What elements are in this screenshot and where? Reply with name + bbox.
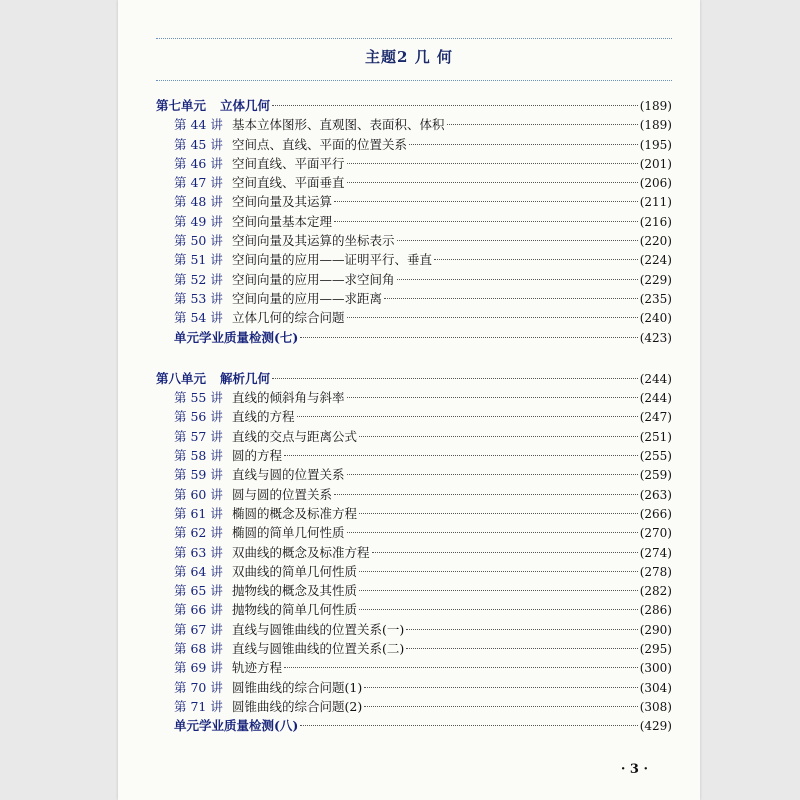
lecture-page: (278)	[639, 564, 672, 579]
unit-label: 第七单元	[156, 98, 207, 113]
leader-dots	[409, 144, 638, 145]
lecture-number: 第 66 讲	[174, 602, 223, 618]
lecture-page: (235)	[639, 291, 672, 306]
lecture-page: (216)	[639, 214, 672, 229]
leader-dots	[406, 629, 637, 630]
toc-lecture-entry[interactable]	[156, 639, 672, 658]
leader-dots	[359, 609, 638, 610]
lecture-title: 直线与圆锥曲线的位置关系(二)	[232, 641, 405, 657]
toc-lecture-entry[interactable]	[156, 600, 672, 619]
toc-lecture-entry[interactable]	[156, 620, 672, 639]
unit-page: (189)	[639, 99, 672, 113]
lecture-page: (286)	[639, 603, 672, 618]
toc-lecture-entry[interactable]	[156, 135, 672, 154]
lecture-page: (189)	[639, 118, 672, 133]
lecture-page: (251)	[639, 429, 672, 444]
toc-lecture-entry[interactable]	[156, 427, 672, 446]
toc-lecture-entry[interactable]	[156, 212, 672, 231]
toc-lecture-entry[interactable]	[156, 270, 672, 289]
unit-page: (244)	[639, 371, 672, 386]
lecture-number: 第 56 讲	[174, 409, 223, 425]
lecture-number: 第 59 讲	[174, 467, 223, 483]
leader-dots	[434, 259, 638, 260]
lecture-title: 椭圆的简单几何性质	[232, 525, 345, 541]
toc-lecture-entry[interactable]	[156, 407, 672, 426]
leader-dots	[397, 279, 638, 280]
lecture-number: 第 49 讲	[174, 213, 223, 229]
lecture-number: 第 62 讲	[174, 525, 223, 541]
lecture-title: 空间向量的应用——求距离	[232, 290, 383, 306]
lecture-number: 第 58 讲	[174, 448, 223, 464]
lecture-number: 第 50 讲	[174, 233, 223, 249]
leader-dots	[334, 221, 638, 222]
leader-dots	[300, 337, 637, 338]
lecture-title: 抛物线的概念及其性质	[232, 583, 358, 599]
lecture-number: 第 53 讲	[174, 290, 223, 306]
lecture-page: (304)	[639, 680, 672, 695]
leader-dots	[284, 455, 638, 456]
lecture-title: 空间点、直线、平面的位置关系	[232, 136, 408, 152]
lecture-page: (240)	[639, 311, 672, 326]
toc-lecture-entry[interactable]	[156, 289, 672, 308]
toc-lecture-entry[interactable]	[156, 115, 672, 134]
lecture-page: (201)	[639, 156, 672, 171]
leader-dots	[406, 648, 637, 649]
toc-lecture-entry[interactable]	[156, 250, 672, 269]
lecture-title: 圆与圆的位置关系	[232, 486, 333, 502]
toc-unit-check[interactable]	[156, 716, 672, 735]
lecture-page: (266)	[639, 506, 672, 521]
check-title: 单元学业质量检测(七)	[174, 329, 299, 345]
lecture-title: 直线与圆锥曲线的位置关系(一)	[232, 621, 405, 637]
lecture-number: 第 47 讲	[174, 175, 223, 191]
toc-lecture-entry[interactable]	[156, 231, 672, 250]
lecture-page: (229)	[639, 272, 672, 287]
leader-dots	[300, 725, 637, 726]
lecture-title: 直线与圆的位置关系	[232, 467, 345, 483]
lecture-title: 空间向量基本定理	[232, 213, 333, 229]
lecture-page: (224)	[639, 253, 672, 268]
lecture-number: 第 65 讲	[174, 583, 223, 599]
leader-dots	[359, 590, 638, 591]
lecture-page: (270)	[639, 526, 672, 541]
lecture-title: 空间直线、平面平行	[232, 155, 345, 171]
lecture-title: 空间直线、平面垂直	[232, 175, 345, 191]
check-page: (429)	[639, 719, 672, 734]
leader-dots	[372, 552, 638, 553]
lecture-page: (274)	[639, 545, 672, 560]
toc-lecture-entry[interactable]	[156, 154, 672, 173]
lecture-number: 第 68 讲	[174, 641, 223, 657]
toc-lecture-entry[interactable]	[156, 485, 672, 504]
leader-dots	[364, 706, 638, 707]
lecture-page: (290)	[639, 622, 672, 637]
lecture-title: 空间向量及其运算	[232, 194, 333, 210]
lecture-page: (295)	[639, 642, 672, 657]
unit-name: 解析几何	[220, 370, 271, 386]
lecture-number: 第 61 讲	[174, 505, 223, 521]
top-dotted-rule	[156, 38, 672, 39]
leader-dots	[272, 378, 638, 379]
lecture-number: 第 63 讲	[174, 544, 223, 560]
lecture-number: 第 46 讲	[174, 155, 223, 171]
lecture-number: 第 64 讲	[174, 563, 223, 579]
leader-dots	[297, 416, 638, 417]
book-page	[118, 0, 700, 800]
lecture-page: (220)	[639, 234, 672, 249]
lecture-page: (282)	[639, 584, 672, 599]
leader-dots	[334, 494, 638, 495]
lecture-title: 椭圆的概念及标准方程	[232, 505, 358, 521]
toc-lecture-entry[interactable]	[156, 562, 672, 581]
check-page: (423)	[639, 330, 672, 345]
toc-unit-heading[interactable]	[156, 96, 672, 115]
lecture-title: 双曲线的简单几何性质	[232, 563, 358, 579]
lecture-number: 第 44 讲	[174, 117, 223, 133]
toc-lecture-entry[interactable]	[156, 446, 672, 465]
leader-dots	[284, 667, 638, 668]
leader-dots	[272, 105, 638, 106]
leader-dots	[347, 182, 638, 183]
toc-lecture-entry[interactable]	[156, 388, 672, 407]
leader-dots	[347, 163, 638, 164]
lecture-page: (255)	[639, 449, 672, 464]
unit-label: 第八单元	[156, 370, 207, 386]
toc-lecture-entry[interactable]	[156, 192, 672, 211]
unit-name: 立体几何	[220, 98, 271, 113]
lecture-title: 空间向量及其运算的坐标表示	[232, 233, 395, 249]
lecture-number: 第 71 讲	[174, 698, 223, 714]
lecture-number: 第 52 讲	[174, 271, 223, 287]
leader-dots	[397, 240, 638, 241]
lecture-number: 第 69 讲	[174, 660, 223, 676]
lecture-number: 第 48 讲	[174, 194, 223, 210]
table-of-contents	[156, 96, 672, 736]
toc-lecture-entry[interactable]	[156, 543, 672, 562]
leader-dots	[334, 201, 638, 202]
lecture-title: 基本立体图形、直观图、表面积、体积	[232, 117, 445, 133]
lecture-title: 直线的交点与距离公式	[232, 428, 358, 444]
lecture-title: 空间向量的应用——证明平行、垂直	[232, 252, 433, 268]
lecture-page: (308)	[639, 699, 672, 714]
lecture-page: (206)	[639, 176, 672, 191]
toc-lecture-entry[interactable]	[156, 465, 672, 484]
leader-dots	[359, 436, 638, 437]
leader-dots	[347, 317, 638, 318]
lecture-number: 第 67 讲	[174, 621, 223, 637]
lecture-title: 立体几何的综合问题	[232, 310, 345, 326]
lecture-page: (244)	[639, 391, 672, 406]
check-title: 单元学业质量检测(八)	[174, 718, 299, 734]
lecture-title: 圆的方程	[232, 448, 283, 464]
toc-lecture-entry[interactable]	[156, 173, 672, 192]
lecture-page: (263)	[639, 487, 672, 502]
lecture-number: 第 55 讲	[174, 390, 223, 406]
leader-dots	[364, 687, 638, 688]
toc-lecture-entry[interactable]	[156, 678, 672, 697]
lecture-number: 第 45 讲	[174, 136, 223, 152]
leader-dots	[359, 513, 638, 514]
toc-lecture-entry[interactable]	[156, 504, 672, 523]
toc-lecture-entry[interactable]	[156, 581, 672, 600]
lecture-number: 第 57 讲	[174, 428, 223, 444]
leader-dots	[359, 571, 638, 572]
toc-lecture-entry[interactable]	[156, 697, 672, 716]
lecture-page: (247)	[639, 410, 672, 425]
leader-dots	[347, 532, 638, 533]
lecture-number: 第 54 讲	[174, 310, 223, 326]
lecture-title: 空间向量的应用——求空间角	[232, 271, 395, 287]
lecture-page: (259)	[639, 468, 672, 483]
page-title: 主题2 几 何	[365, 48, 453, 66]
title-dotted-rule	[156, 80, 672, 81]
lecture-page: (211)	[639, 195, 672, 210]
leader-dots	[384, 298, 638, 299]
lecture-title: 抛物线的简单几何性质	[232, 602, 358, 618]
toc-lecture-entry[interactable]	[156, 658, 672, 677]
lecture-title: 圆锥曲线的综合问题(1)	[232, 679, 363, 695]
lecture-title: 轨迹方程	[232, 660, 283, 676]
lecture-title: 直线的倾斜角与斜率	[232, 390, 345, 406]
toc-unit-check[interactable]	[156, 328, 672, 347]
lecture-number: 第 70 讲	[174, 679, 223, 695]
toc-lecture-entry[interactable]	[156, 523, 672, 542]
unit-gap	[156, 347, 672, 369]
lecture-number: 第 60 讲	[174, 486, 223, 502]
lecture-number: 第 51 讲	[174, 252, 223, 268]
lecture-page: (300)	[639, 661, 672, 676]
lecture-page: (195)	[639, 137, 672, 152]
toc-unit-heading[interactable]	[156, 369, 672, 388]
leader-dots	[347, 474, 638, 475]
page-number: · 3 ·	[620, 762, 648, 777]
toc-lecture-entry[interactable]	[156, 308, 672, 327]
lecture-title: 直线的方程	[232, 409, 295, 425]
lecture-title: 圆锥曲线的综合问题(2)	[232, 698, 363, 714]
leader-dots	[447, 124, 638, 125]
leader-dots	[347, 397, 638, 398]
lecture-title: 双曲线的概念及标准方程	[232, 544, 370, 560]
